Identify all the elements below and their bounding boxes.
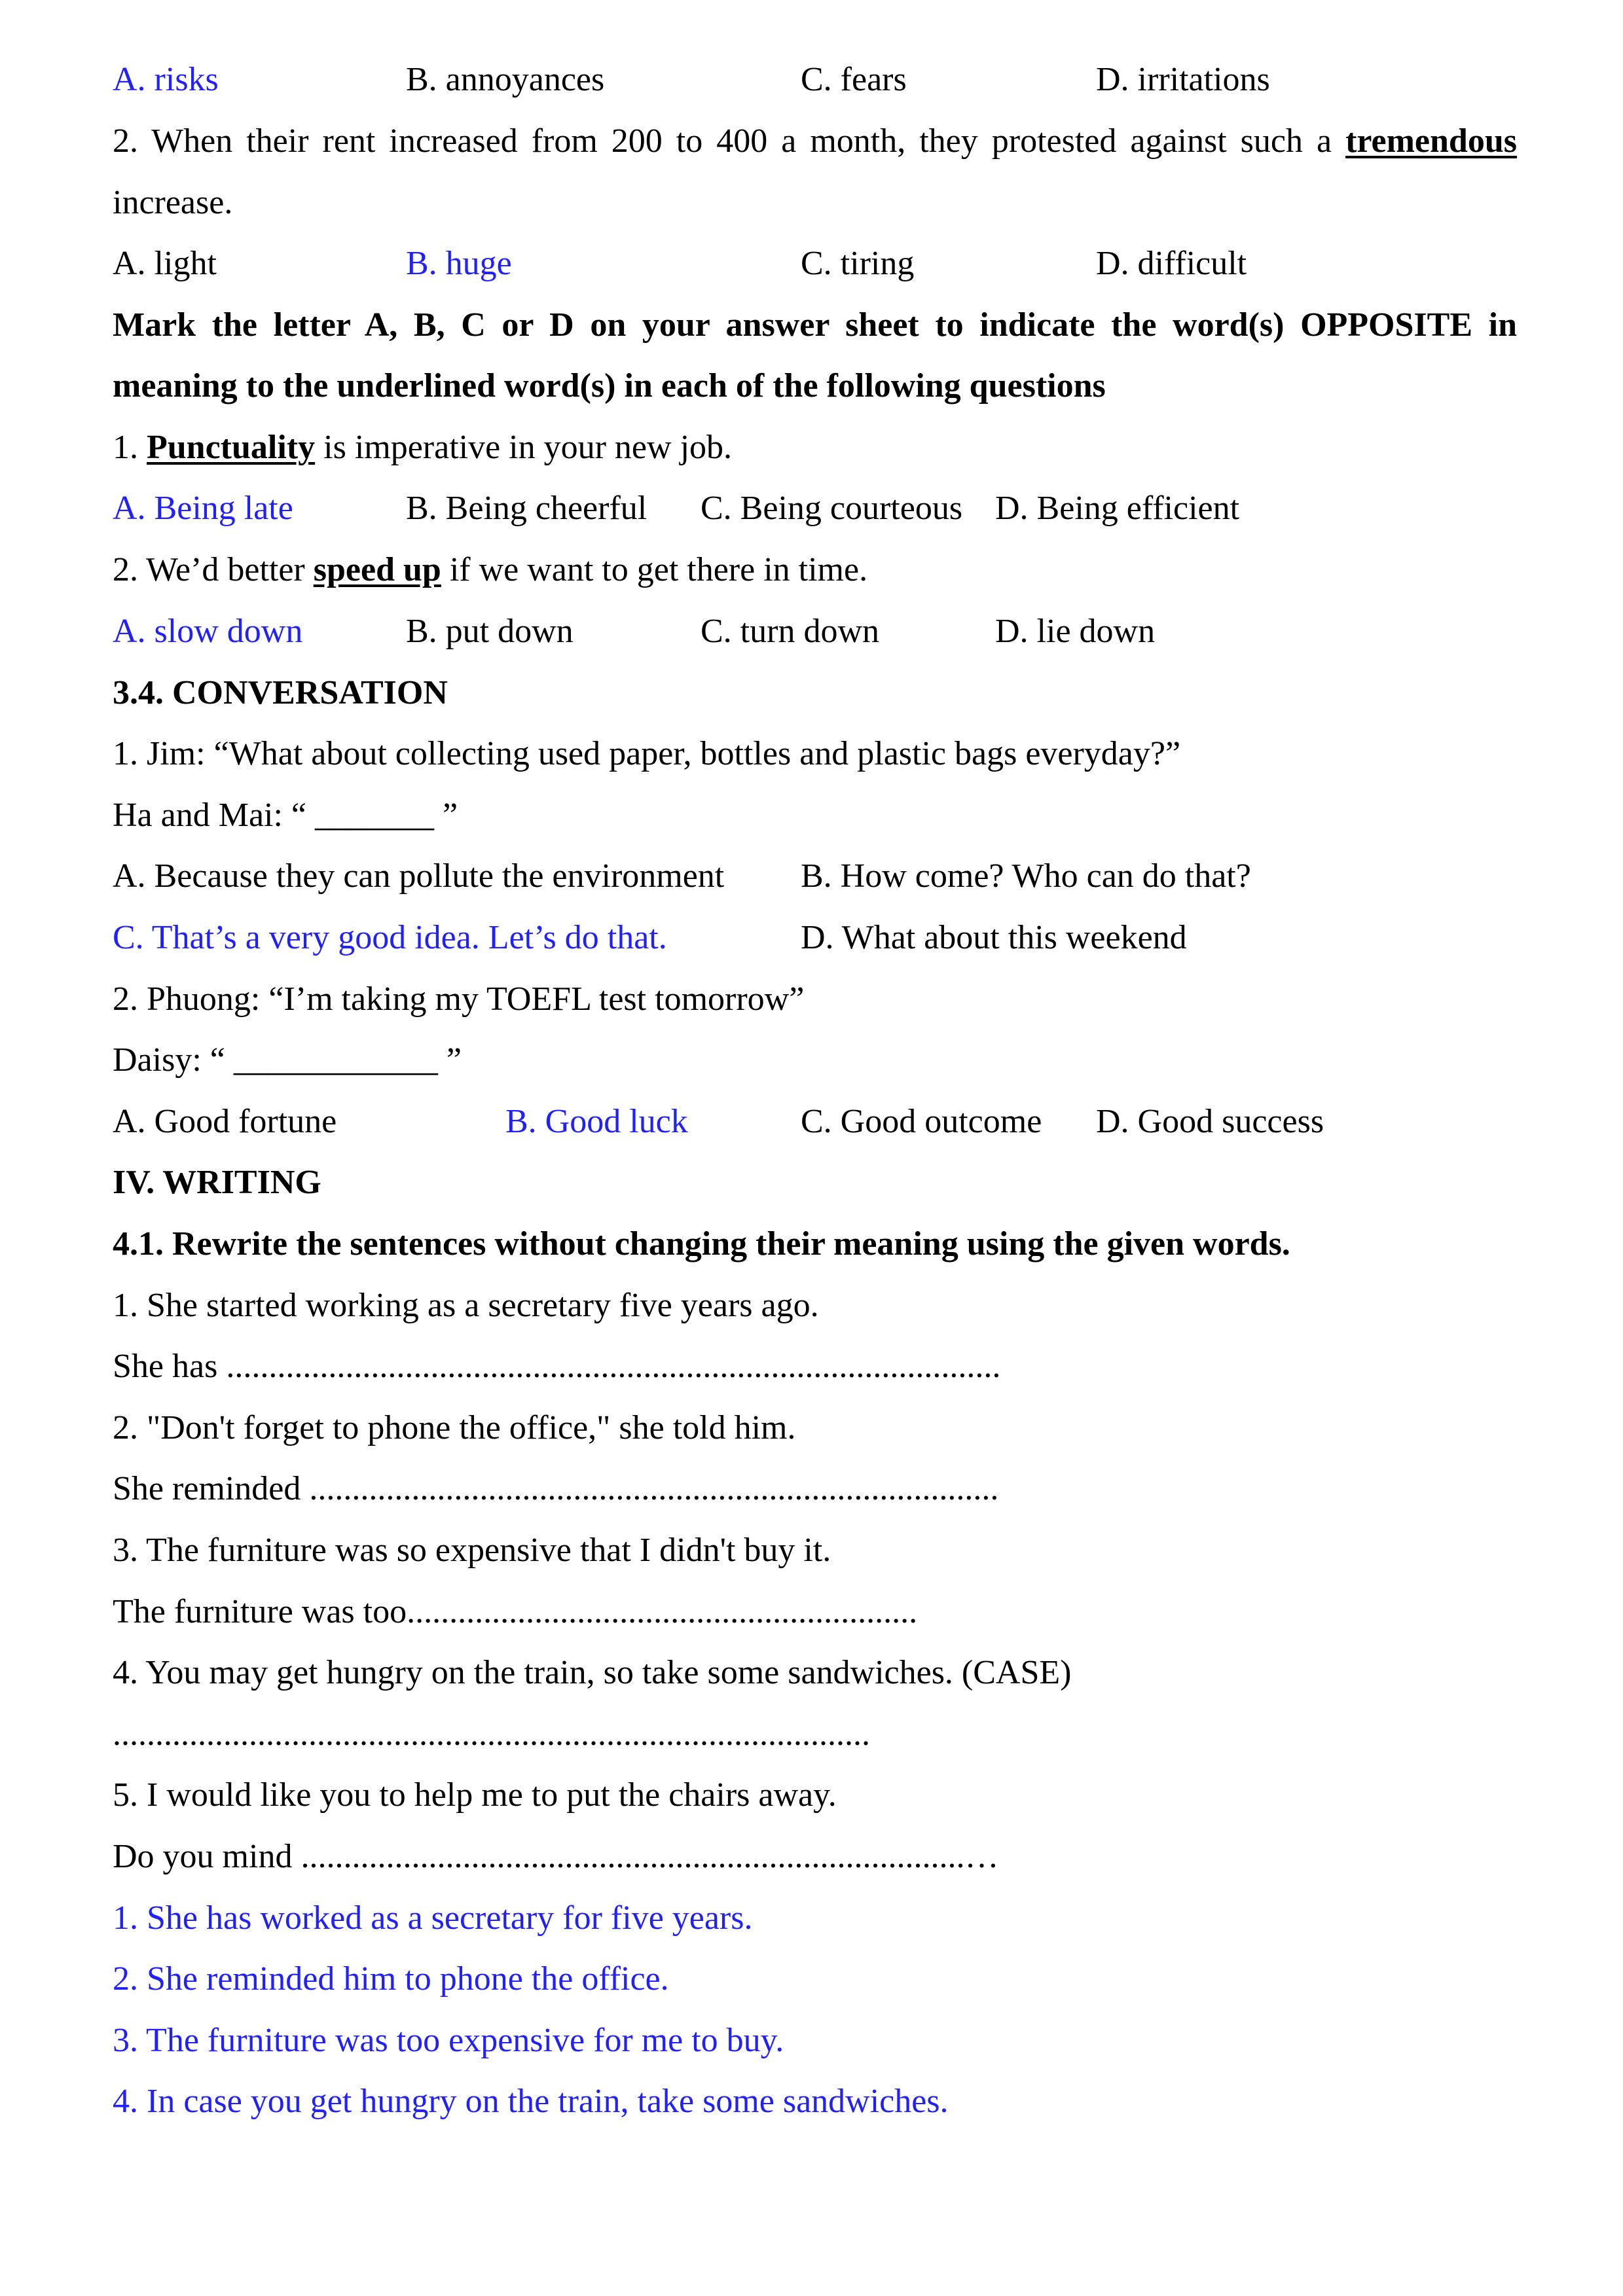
opp-q2-stem: 2. We’d better speed up if we want to get there in time.: [113, 551, 868, 588]
conv-q2-option-b: B. Good luck: [505, 1103, 688, 1140]
writing-item-4-sentence: 4. You may get hungry on the train, so take some sandwiches. (CASE): [113, 1654, 1072, 1691]
writing-item-2-sentence: 2. "Don't forget to phone the office," she told him.: [113, 1409, 796, 1446]
syn-q2-option-a: A. light: [113, 245, 217, 282]
syn-q2-option-b: B. huge: [406, 245, 512, 282]
writing-item-5-prompt: Do you mind ..............................................................................…: [113, 1838, 999, 1875]
opp-q2-underlined-phrase: speed up: [313, 551, 441, 588]
opp-q2-option-b: B. put down: [406, 613, 574, 650]
conv-q2-response: Daisy: “ ____________ ”: [113, 1041, 462, 1079]
syn-q2-underlined-word: tremendous: [1345, 122, 1518, 160]
conv-q2-prompt: 2. Phuong: “I’m taking my TOEFL test tomorrow”: [113, 980, 805, 1018]
conv-q1-option-c: C. That’s a very good idea. Let’s do that.: [113, 919, 667, 956]
opp-q2-option-c: C. turn down: [701, 613, 879, 650]
writing-item-4-prompt: .........................................................................................: [113, 1715, 870, 1753]
syn-q1-option-c: C. fears: [801, 61, 907, 98]
writing-answer-2: 2. She reminded him to phone the office.: [113, 1960, 669, 1998]
conv-q1-option-d: D. What about this weekend: [801, 919, 1187, 956]
syn-q2-option-c: C. tiring: [801, 245, 915, 282]
writing-answer-1: 1. She has worked as a secretary for five years.: [113, 1899, 753, 1937]
writing-item-1-sentence: 1. She started working as a secretary five years ago.: [113, 1287, 819, 1324]
opp-q2-option-a: A. slow down: [113, 613, 303, 650]
syn-q1-option-a: A. risks: [113, 61, 219, 98]
syn-q2-stem: 2. When their rent increased from 200 to 400 a month, they protested against such a tremendous: [113, 122, 1518, 160]
writing-heading: IV. WRITING: [113, 1164, 321, 1201]
writing-subheading: 4.1. Rewrite the sentences without changing their meaning using the given words.: [113, 1225, 1290, 1263]
syn-q2-option-d: D. difficult: [1096, 245, 1247, 282]
opp-q1-option-a: A. Being late: [113, 490, 293, 527]
opp-q1-stem: 1. Punctuality is imperative in your new job.: [113, 429, 733, 466]
syn-q2-stem-continued: increase.: [113, 184, 233, 221]
conversation-heading: 3.4. CONVERSATION: [113, 674, 448, 711]
conv-q1-prompt: 1. Jim: “What about collecting used paper, bottles and plastic bags everyday?”: [113, 735, 1181, 772]
syn-q1-option-b: B. annoyances: [406, 61, 605, 98]
writing-answer-4: 4. In case you get hungry on the train, take some sandwiches.: [113, 2083, 949, 2120]
writing-item-1-prompt: She has ...........................................................................................: [113, 1348, 1001, 1385]
writing-answer-3: 3. The furniture was too expensive for me to buy.: [113, 2022, 784, 2059]
conv-q1-response: Ha and Mai: “ _______ ”: [113, 797, 458, 834]
opposite-instruction-line-2: meaning to the underlined word(s) in each of the following questions: [113, 367, 1106, 404]
writing-item-3-sentence: 3. The furniture was so expensive that I didn't buy it.: [113, 1532, 831, 1569]
opp-q1-option-d: D. Being efficient: [995, 490, 1240, 527]
conv-q1-option-a: A. Because they can pollute the environment: [113, 857, 725, 895]
writing-item-3-prompt: The furniture was too............................................................: [113, 1593, 918, 1630]
opp-q1-option-b: B. Being cheerful: [406, 490, 647, 527]
opposite-instruction-line-1: Mark the letter A, B, C or D on your answer sheet to indicate the word(s) OPPOSITE in: [113, 306, 1517, 344]
conv-q2-option-c: C. Good outcome: [801, 1103, 1042, 1140]
opp-q1-underlined-word: Punctuality: [147, 429, 316, 466]
conv-q2-option-d: D. Good success: [1096, 1103, 1324, 1140]
conv-q2-option-a: A. Good fortune: [113, 1103, 337, 1140]
writing-item-2-prompt: She reminded .................................................................................: [113, 1470, 999, 1507]
syn-q1-option-d: D. irritations: [1096, 61, 1270, 98]
writing-item-5-sentence: 5. I would like you to help me to put the chairs away.: [113, 1776, 837, 1814]
opp-q1-option-c: C. Being courteous: [701, 490, 963, 527]
opp-q2-option-d: D. lie down: [995, 613, 1156, 650]
conv-q1-option-b: B. How come? Who can do that?: [801, 857, 1251, 895]
